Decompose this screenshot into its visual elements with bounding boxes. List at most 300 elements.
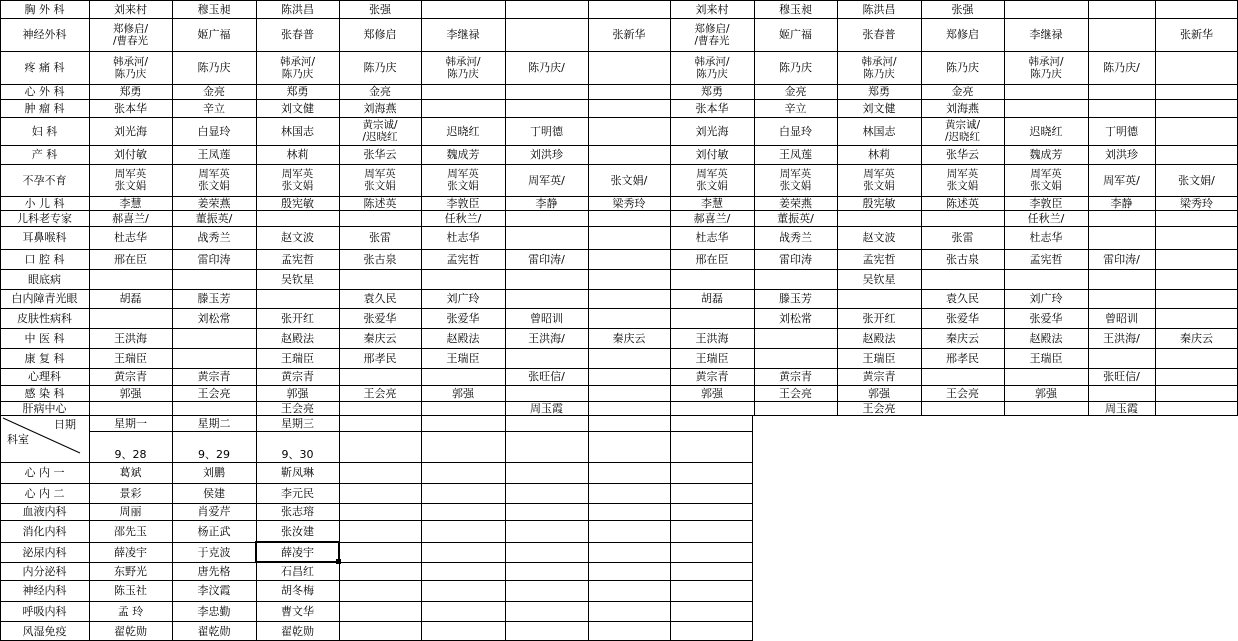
date-header[interactable]: 9、30 [281,448,314,461]
schedule-cell[interactable]: 刘光海 [114,124,147,138]
schedule-cell[interactable]: 郑勇 [119,85,142,98]
schedule-cell[interactable]: 张春普 [281,28,314,41]
schedule-cell[interactable]: 周玉霞 [1105,401,1138,415]
schedule-cell[interactable]: 赵文波 [281,231,314,244]
schedule-cell[interactable] [921,269,1004,289]
schedule-cell[interactable]: 刘文健 [281,101,314,115]
schedule-cell[interactable]: 姜荣燕 [779,196,812,210]
schedule-cell[interactable]: 邵先玉 [114,524,147,538]
schedule-cell[interactable]: 翟乾勋 [197,624,231,638]
schedule-cell[interactable] [1155,368,1238,385]
dept-name-cell[interactable]: 感 染 科 [24,386,65,400]
schedule-cell[interactable]: 袁久民 [363,292,397,305]
schedule-cell[interactable]: 李汶霞 [197,584,231,597]
schedule-cell[interactable]: 战秀兰 [779,231,812,244]
dept-name-cell[interactable]: 不孕不育 [22,173,67,187]
schedule-cell[interactable] [588,117,670,145]
schedule-cell[interactable]: 刘鹏 [203,466,225,479]
schedule-cell[interactable]: 陈述英 [946,196,979,210]
schedule-cell[interactable]: 周军英 张文娟 [447,168,479,192]
schedule-cell[interactable]: 翟乾勋 [114,624,147,638]
schedule-cell[interactable]: 王会亮 [197,386,231,400]
schedule-cell[interactable] [505,84,588,99]
schedule-cell[interactable] [339,269,421,289]
schedule-cell[interactable]: 郑修启/ /曹春光 [694,22,730,47]
schedule-cell[interactable]: 曹文华 [281,604,314,618]
schedule-cell[interactable]: 丁明德 [530,124,563,138]
schedule-cell[interactable]: 王瑞臣 [862,351,896,365]
schedule-cell[interactable]: 任秋兰/ [444,211,482,225]
schedule-cell[interactable] [89,269,172,289]
schedule-cell[interactable] [421,269,505,289]
schedule-cell[interactable]: 葛斌 [119,466,142,479]
schedule-cell[interactable]: 林莉 [286,148,309,161]
schedule-cell[interactable] [1155,0,1238,18]
schedule-cell[interactable]: 张强 [369,2,391,16]
schedule-cell[interactable]: 郭强 [701,386,723,400]
dept-name-cell[interactable]: 消化内科 [22,524,67,538]
date-header[interactable]: 9、28 [114,448,147,461]
schedule-cell[interactable]: 郑勇 [868,85,890,98]
schedule-cell[interactable]: 侯建 [203,486,225,500]
schedule-cell[interactable]: 黄宗诚/ /迟晓红 [362,119,398,143]
schedule-cell[interactable]: 唐先格 [197,564,231,578]
schedule-cell[interactable] [1088,385,1155,401]
schedule-cell[interactable]: 刘光海 [695,124,729,138]
schedule-cell[interactable]: 陈述英 [363,196,397,210]
schedule-cell[interactable]: 周军英 张文娟 [696,168,728,192]
schedule-cell[interactable]: 王洪海 [695,331,729,345]
weekday-header[interactable]: 星期三 [281,416,314,430]
schedule-cell[interactable]: 张新华 [612,28,646,41]
schedule-cell[interactable]: 黄宗青 [695,370,729,383]
schedule-cell[interactable] [588,226,670,249]
schedule-cell[interactable]: 周军英 张文娟 [1030,168,1062,192]
schedule-cell[interactable]: 李忠勤 [197,604,231,618]
schedule-cell[interactable]: 穆玉昶 [197,2,231,16]
schedule-cell[interactable]: 梁秀玲 [1180,196,1213,210]
schedule-cell[interactable]: 林莉 [868,148,890,161]
schedule-cell[interactable]: 袁久民 [946,292,979,305]
schedule-cell[interactable]: 丁明德 [1105,124,1138,138]
schedule-cell[interactable]: 韩承河/ 陈乃庆 [861,55,897,80]
schedule-cell[interactable]: 赵殿法 [446,331,480,345]
schedule-cell[interactable]: 周军英 张文娟 [863,168,895,192]
schedule-cell[interactable]: 李继禄 [1029,28,1063,41]
schedule-cell[interactable]: 李慧 [119,196,142,210]
schedule-cell[interactable] [1155,308,1238,328]
schedule-cell[interactable] [588,348,670,368]
schedule-cell[interactable] [588,368,670,385]
schedule-cell[interactable] [588,51,670,84]
schedule-cell[interactable]: 王洪海/ [528,331,565,345]
schedule-cell[interactable] [505,348,588,368]
schedule-cell[interactable]: 周军英/ [1103,173,1140,187]
dept-name-cell[interactable]: 肝病中心 [22,401,67,415]
schedule-cell[interactable] [1088,210,1155,226]
dept-name-cell[interactable]: 风湿免疫 [22,624,67,638]
dept-name-cell[interactable]: 神经外科 [22,28,67,41]
schedule-cell[interactable]: 张文娟/ [1178,173,1215,187]
schedule-cell[interactable]: 张雷 [951,231,974,244]
schedule-cell[interactable]: 张汝建 [281,524,314,538]
schedule-cell[interactable] [421,401,505,415]
schedule-cell[interactable]: 金亮 [203,85,225,98]
schedule-cell[interactable]: 张旺信/ [528,370,565,383]
schedule-cell[interactable]: 秦庆云 [946,331,979,345]
schedule-cell[interactable]: 殷宪敏 [281,196,314,210]
schedule-cell[interactable]: 魏成芳 [446,148,480,161]
dept-name-cell[interactable]: 康 复 科 [24,351,65,365]
schedule-cell[interactable] [505,269,588,289]
schedule-cell[interactable]: 辛立 [784,101,807,115]
schedule-cell[interactable]: 张爱华 [1029,311,1063,325]
schedule-cell[interactable] [89,401,172,415]
fill-handle[interactable] [336,559,341,564]
schedule-cell[interactable] [588,84,670,99]
schedule-cell[interactable]: 肖爱芹 [197,505,231,518]
schedule-cell[interactable] [1155,289,1238,308]
schedule-cell[interactable]: 迟晓红 [446,124,480,138]
schedule-cell[interactable]: 王凤莲 [197,148,231,161]
schedule-cell[interactable]: 李静 [1110,196,1133,210]
schedule-cell[interactable]: 陈乃庆 [779,61,812,74]
schedule-cell[interactable]: 张本华 [114,101,147,115]
schedule-cell[interactable]: 金亮 [369,85,391,98]
schedule-cell[interactable]: 刘洪珍 [1105,148,1138,161]
schedule-cell[interactable] [921,368,1004,385]
schedule-cell[interactable]: 刘来村 [114,2,147,16]
dept-name-cell[interactable]: 心 内 二 [24,486,65,500]
schedule-cell[interactable]: 张华云 [363,148,397,161]
active-cell-selection[interactable] [255,541,340,563]
dept-name-cell[interactable]: 儿科老专家 [17,211,72,225]
schedule-cell[interactable]: 胡冬梅 [281,584,314,597]
schedule-cell[interactable]: 胡磊 [701,292,723,305]
schedule-cell[interactable] [1155,401,1238,415]
schedule-cell[interactable]: 杨正武 [197,524,231,538]
schedule-cell[interactable]: 魏成芳 [1029,148,1063,161]
schedule-cell[interactable]: 雷印涛/ [528,252,565,266]
schedule-cell[interactable]: 张古泉 [946,252,979,266]
schedule-cell[interactable]: 陈乃庆 [363,61,397,74]
schedule-cell[interactable]: 景彩 [119,486,142,500]
schedule-cell[interactable]: 黄宗青 [281,370,314,383]
schedule-cell[interactable]: 金亮 [951,85,974,98]
schedule-cell[interactable]: 梁秀玲 [612,196,646,210]
schedule-cell[interactable]: 刘海燕 [363,101,397,115]
schedule-cell[interactable] [1155,145,1238,164]
schedule-cell[interactable]: 林国志 [281,124,314,138]
dept-name-cell[interactable]: 心 外 科 [24,85,65,98]
schedule-cell[interactable]: 战秀兰 [197,231,231,244]
dept-name-cell[interactable]: 心理科 [28,370,61,383]
schedule-cell[interactable] [1088,0,1155,18]
schedule-cell[interactable]: 周玉霞 [530,401,563,415]
schedule-cell[interactable] [505,289,588,308]
dept-name-cell[interactable]: 呼吸内科 [22,604,67,618]
schedule-cell[interactable]: 刘付敏 [114,148,147,161]
schedule-cell[interactable]: 王瑞臣 [1029,351,1063,365]
dept-name-cell[interactable]: 泌尿内科 [22,545,67,559]
schedule-cell[interactable]: 曾昭训 [1105,311,1138,325]
schedule-cell[interactable] [1155,51,1238,84]
schedule-cell[interactable]: 王瑞臣 [695,351,729,365]
schedule-cell[interactable]: 王洪海/ [1103,331,1140,345]
schedule-cell[interactable]: 黄宗青 [779,370,812,383]
schedule-cell[interactable]: 刘洪珍 [530,148,563,161]
dept-name-cell[interactable]: 皮肤性病科 [17,311,72,325]
schedule-cell[interactable]: 王会亮 [281,401,314,415]
schedule-cell[interactable]: 郭强 [1035,386,1057,400]
schedule-cell[interactable]: 刘广玲 [1029,292,1063,305]
schedule-cell[interactable]: 孟宪哲 [446,252,480,266]
schedule-cell[interactable] [588,401,670,415]
schedule-cell[interactable] [1088,348,1155,368]
schedule-cell[interactable]: 王瑞臣 [281,351,314,365]
schedule-cell[interactable] [339,368,421,385]
schedule-cell[interactable]: 赵殿法 [281,331,314,345]
schedule-cell[interactable] [1155,385,1238,401]
schedule-cell[interactable]: 王会亮 [779,386,812,400]
schedule-cell[interactable] [1004,401,1088,415]
schedule-cell[interactable] [421,368,505,385]
schedule-cell[interactable] [1155,117,1238,145]
schedule-cell[interactable]: 秦庆云 [363,331,397,345]
schedule-cell[interactable] [1004,269,1088,289]
schedule-cell[interactable]: 殷宪敏 [862,196,896,210]
schedule-cell[interactable] [421,0,505,18]
schedule-cell[interactable] [505,0,588,18]
schedule-cell[interactable]: 陈洪昌 [281,2,314,16]
schedule-cell[interactable]: 韩承河/ 陈乃庆 [112,55,149,80]
schedule-cell[interactable]: 邢孝民 [946,351,979,365]
dept-name-cell[interactable]: 中 医 科 [24,331,65,345]
schedule-cell[interactable]: 金亮 [784,85,807,98]
schedule-cell[interactable]: 郑修启/ /曹春光 [112,22,149,47]
schedule-cell[interactable]: 李敦臣 [1029,196,1063,210]
schedule-cell[interactable] [1155,269,1238,289]
schedule-cell[interactable] [670,269,754,289]
schedule-cell[interactable]: 刘松常 [197,311,231,325]
schedule-cell[interactable]: 周军英 张文娟 [779,168,812,192]
schedule-cell[interactable]: 杜志华 [695,231,729,244]
schedule-cell[interactable] [588,145,670,164]
schedule-cell[interactable] [837,210,921,226]
schedule-cell[interactable]: 滕玉芳 [779,292,812,305]
schedule-cell[interactable] [1155,249,1238,269]
schedule-cell[interactable]: 陈乃庆 [946,61,979,74]
schedule-cell[interactable]: 董振英/ [777,211,814,225]
schedule-cell[interactable]: 赵殿法 [1029,331,1063,345]
schedule-cell[interactable] [670,308,754,328]
schedule-cell[interactable]: 周军英/ [528,173,565,187]
schedule-cell[interactable] [1004,0,1088,18]
schedule-cell[interactable]: 迟晓红 [1029,124,1063,138]
schedule-cell[interactable]: 张本华 [695,101,729,115]
schedule-cell[interactable] [921,210,1004,226]
schedule-cell[interactable]: 郑修启 [363,28,397,41]
schedule-cell[interactable] [588,308,670,328]
schedule-cell[interactable] [256,210,339,226]
schedule-cell[interactable] [588,0,670,18]
schedule-cell[interactable]: 雷印涛 [779,252,812,266]
schedule-cell[interactable]: 陈乃庆 [197,61,231,74]
schedule-cell[interactable]: 黄宗青 [114,370,147,383]
schedule-cell[interactable]: 董振英/ [195,211,233,225]
schedule-cell[interactable] [256,289,339,308]
schedule-cell[interactable] [588,289,670,308]
dept-name-cell[interactable]: 白内障青光眼 [11,292,78,305]
schedule-cell[interactable]: 周丽 [119,505,142,518]
dept-name-cell[interactable]: 肿 瘤 科 [24,101,65,115]
schedule-cell[interactable]: 邢在臣 [114,252,147,266]
schedule-cell[interactable]: 韩承河/ 陈乃庆 [694,55,730,80]
schedule-cell[interactable] [1088,18,1155,51]
schedule-cell[interactable] [172,348,256,368]
schedule-cell[interactable]: 王瑞臣 [446,351,480,365]
schedule-cell[interactable]: 王会亮 [862,401,896,415]
schedule-cell[interactable]: 雷印涛 [197,252,231,266]
schedule-cell[interactable]: 雷印涛/ [1103,252,1140,266]
schedule-cell[interactable]: 李慧 [701,196,723,210]
schedule-cell[interactable]: 李继禄 [446,28,480,41]
schedule-cell[interactable]: 张新华 [1180,28,1213,41]
schedule-cell[interactable] [1088,269,1155,289]
schedule-cell[interactable]: 张爱华 [446,311,480,325]
weekday-header[interactable]: 星期二 [197,416,231,430]
schedule-cell[interactable] [339,210,421,226]
schedule-cell[interactable]: 姜荣燕 [197,196,231,210]
schedule-cell[interactable]: 郭强 [119,386,142,400]
date-header[interactable]: 9、29 [198,448,230,461]
schedule-cell[interactable]: 刘来村 [695,2,729,16]
schedule-cell[interactable] [1155,84,1238,99]
schedule-cell[interactable] [754,328,837,348]
schedule-cell[interactable]: 赵文波 [862,231,896,244]
schedule-cell[interactable]: 王会亮 [363,386,397,400]
schedule-cell[interactable]: 吴钦星 [862,272,896,286]
schedule-cell[interactable]: 王会亮 [946,386,979,400]
dept-name-cell[interactable]: 眼底病 [28,272,61,286]
schedule-cell[interactable]: 张文娟/ [610,173,648,187]
schedule-cell[interactable] [421,84,505,99]
schedule-cell[interactable]: 周军英 张文娟 [946,168,979,192]
schedule-cell[interactable]: 郭强 [286,386,309,400]
schedule-cell[interactable]: 郭强 [452,386,474,400]
schedule-cell[interactable] [1004,84,1088,99]
schedule-cell[interactable]: 张旺信/ [1103,370,1140,383]
schedule-cell[interactable] [1155,99,1238,117]
schedule-cell[interactable]: 秦庆云 [612,331,646,345]
schedule-cell[interactable]: 周军英 张文娟 [114,168,147,192]
schedule-cell[interactable]: 刘海燕 [946,101,979,115]
schedule-cell[interactable]: 韩承河/ 陈乃庆 [279,55,316,80]
schedule-cell[interactable]: 王凤莲 [779,148,812,161]
schedule-cell[interactable]: 靳凤琳 [281,466,314,479]
dept-name-cell[interactable]: 产 科 [31,148,58,161]
schedule-cell[interactable]: 孟宪哲 [281,252,314,266]
schedule-cell[interactable] [1155,348,1238,368]
schedule-cell[interactable]: 姬广福 [197,28,231,41]
schedule-cell[interactable]: 邢孝民 [363,351,397,365]
dept-name-cell[interactable]: 血液内科 [22,505,67,518]
schedule-cell[interactable]: 任秋兰/ [1027,211,1065,225]
schedule-cell[interactable]: 周军英 张文娟 [281,168,314,192]
schedule-cell[interactable] [837,289,921,308]
schedule-cell[interactable]: 张志瑢 [281,505,314,518]
dept-name-cell[interactable]: 胸 外 科 [24,2,65,16]
dept-name-cell[interactable]: 内分泌科 [22,564,67,578]
schedule-cell[interactable]: 黄宗青 [197,370,231,383]
schedule-cell[interactable] [1004,99,1088,117]
schedule-cell[interactable]: 郑修启 [946,28,979,41]
schedule-cell[interactable]: 李静 [535,196,558,210]
schedule-cell[interactable]: 刘广玲 [446,292,480,305]
schedule-cell[interactable] [505,99,588,117]
schedule-cell[interactable] [1088,226,1155,249]
schedule-cell[interactable]: 白显玲 [197,124,231,138]
dept-name-cell[interactable]: 口 腔 科 [24,252,65,266]
dept-name-cell[interactable]: 小 儿 科 [24,196,65,210]
schedule-cell[interactable] [339,401,421,415]
schedule-cell[interactable]: 曾昭训 [530,311,563,325]
schedule-cell[interactable]: 张雷 [369,231,391,244]
schedule-cell[interactable]: 韩承河/ 陈乃庆 [1028,55,1064,80]
schedule-cell[interactable] [505,210,588,226]
schedule-cell[interactable]: 刘付敏 [695,148,729,161]
schedule-cell[interactable] [588,385,670,401]
schedule-cell[interactable]: 赵殿法 [862,331,896,345]
schedule-cell[interactable]: 邢在臣 [695,252,729,266]
schedule-cell[interactable]: 郑勇 [286,85,309,98]
schedule-cell[interactable] [921,401,1004,415]
schedule-cell[interactable] [1088,289,1155,308]
schedule-cell[interactable]: 杜志华 [1029,231,1063,244]
schedule-cell[interactable] [1155,226,1238,249]
schedule-cell[interactable]: 东野光 [114,564,147,578]
schedule-cell[interactable]: 胡磊 [119,292,142,305]
schedule-cell[interactable] [505,385,588,401]
schedule-cell[interactable]: 滕玉芳 [197,292,231,305]
schedule-cell[interactable]: 杜志华 [446,231,480,244]
schedule-cell[interactable]: 郑勇 [701,85,723,98]
schedule-cell[interactable] [588,210,670,226]
schedule-cell[interactable] [1088,99,1155,117]
schedule-cell[interactable]: 薛凌宇 [114,545,147,559]
schedule-cell[interactable]: 孟宪哲 [1029,252,1063,266]
schedule-cell[interactable] [172,401,256,415]
schedule-cell[interactable] [89,308,172,328]
schedule-cell[interactable]: 王瑞臣 [114,351,147,365]
schedule-cell[interactable]: 黄宗诚/ /迟晓红 [944,119,981,143]
dept-name-cell[interactable]: 妇 科 [31,124,58,138]
schedule-cell[interactable]: 张爱华 [363,311,397,325]
schedule-cell[interactable] [588,99,670,117]
schedule-cell[interactable]: 姬广福 [779,28,812,41]
schedule-cell[interactable] [1088,84,1155,99]
schedule-cell[interactable]: 穆玉昶 [779,2,812,16]
schedule-cell[interactable]: 郝喜兰/ [693,211,731,225]
schedule-cell[interactable] [172,269,256,289]
schedule-cell[interactable]: 孟宪哲 [862,252,896,266]
schedule-cell[interactable] [505,18,588,51]
schedule-cell[interactable]: 郝喜兰/ [112,211,149,225]
schedule-cell[interactable]: 孟 玲 [117,604,144,618]
schedule-cell[interactable]: 石昌红 [281,564,314,578]
dept-name-cell[interactable]: 神经内科 [22,584,67,597]
schedule-cell[interactable]: 秦庆云 [1180,331,1213,345]
